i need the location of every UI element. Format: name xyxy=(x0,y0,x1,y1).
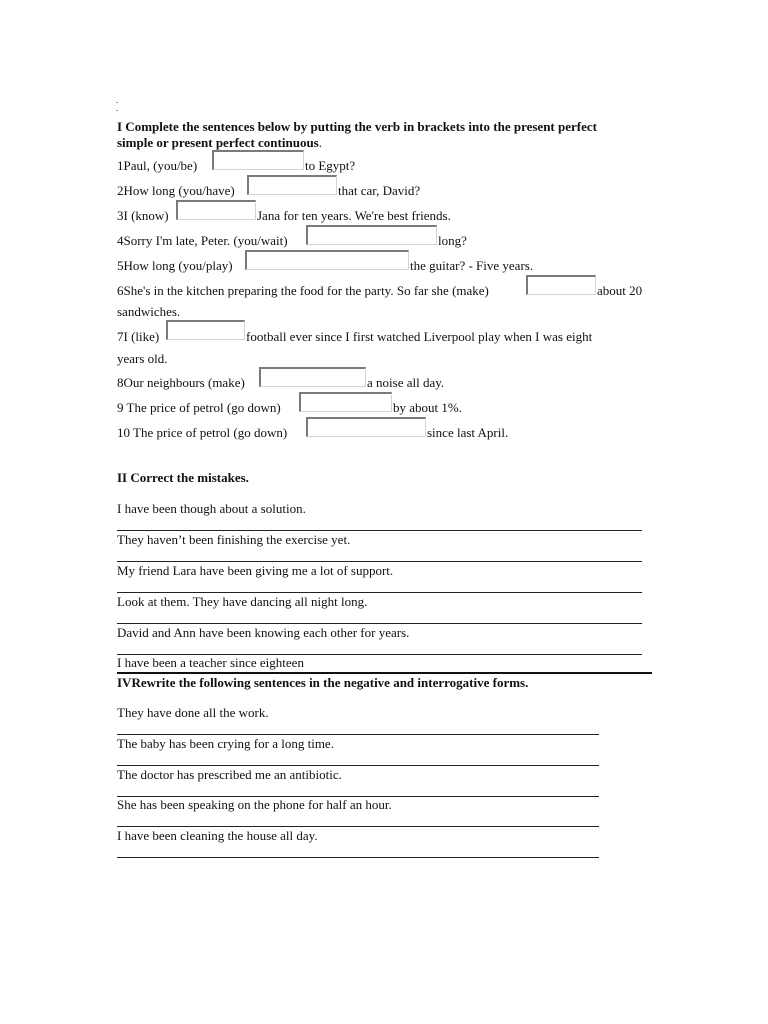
exercise-item-1-rest: to Egypt? xyxy=(305,158,356,173)
section-1-heading-line1: I Complete the sentences below by putting the verb in brackets into the present perfect xyxy=(117,119,597,134)
rewrite-sentence: I have been cleaning the house all day. xyxy=(117,828,318,843)
exercise-item-5-text: 5How long (you/play) xyxy=(117,258,233,273)
answer-field-9[interactable] xyxy=(299,392,392,412)
exercise-item-5-rest: the guitar? - Five years. xyxy=(410,258,534,273)
exercise-item-4-text: 4Sorry I'm late, Peter. (you/wait) xyxy=(117,233,288,248)
answer-line xyxy=(117,592,642,593)
answer-field-1[interactable] xyxy=(212,150,304,170)
exercise-item-2-text: 2How long (you/have) xyxy=(117,183,235,198)
exercise-item-6-continued: sandwiches. xyxy=(117,304,181,319)
exercise-item-9-text: 9 The price of petrol (go down) xyxy=(117,400,281,415)
answer-line xyxy=(117,530,642,531)
rewrite-sentence: The baby has been crying for a long time. xyxy=(117,736,334,751)
exercise-item-9-rest: by about 1%. xyxy=(393,400,462,415)
exercise-item-3-rest: Jana for ten years. We're best friends. xyxy=(257,208,451,223)
exercise-item-1-text: 1Paul, (you/be) xyxy=(117,158,198,173)
answer-field-2[interactable] xyxy=(247,175,337,195)
rewrite-sentence: The doctor has prescribed me an antibiotic. xyxy=(117,767,342,782)
exercise-item-10-text: 10 The price of petrol (go down) xyxy=(117,425,288,440)
answer-line xyxy=(117,857,599,858)
stray-mark: . xyxy=(116,103,119,113)
exercise-item-10-rest: since last April. xyxy=(427,425,509,440)
exercise-item-6-rest: about 20 xyxy=(597,283,643,298)
answer-field-6[interactable] xyxy=(526,275,596,295)
correction-sentence: They haven’t been finishing the exercise yet. xyxy=(117,532,351,547)
answer-line xyxy=(117,765,599,766)
exercise-item-7-continued: years old. xyxy=(117,351,168,366)
section-divider xyxy=(117,672,652,674)
answer-line xyxy=(117,734,599,735)
exercise-item-2-rest: that car, David? xyxy=(338,183,421,198)
answer-field-7[interactable] xyxy=(166,320,245,340)
answer-line xyxy=(117,561,642,562)
answer-field-3[interactable] xyxy=(176,200,256,220)
rewrite-sentence: She has been speaking on the phone for half an hour. xyxy=(117,797,392,812)
section-4-heading: IVRewrite the following sentences in the negative and interrogative forms. xyxy=(117,675,529,690)
correction-sentence: I have been a teacher since eighteen xyxy=(117,655,304,670)
rewrite-sentence: They have done all the work. xyxy=(117,705,269,720)
section-2-heading: II Correct the mistakes. xyxy=(117,470,249,485)
section-1-heading-line2 xyxy=(117,135,322,150)
answer-field-8[interactable] xyxy=(259,367,366,387)
exercise-item-6-text: 6She's in the kitchen preparing the food for the party. So far she (make) xyxy=(117,283,489,298)
exercise-item-8-text: 8Our neighbours (make) xyxy=(117,375,245,390)
section-1-heading-text: simple or present perfect continuous xyxy=(117,135,319,150)
correction-sentence: I have been though about a solution. xyxy=(117,501,306,516)
stray-mark: . xyxy=(116,95,119,105)
exercise-item-3-text: 3I (know) xyxy=(117,208,169,223)
correction-sentence: My friend Lara have been giving me a lot of support. xyxy=(117,563,394,578)
answer-field-10[interactable] xyxy=(306,417,426,437)
answer-line xyxy=(117,826,599,827)
answer-line xyxy=(117,623,642,624)
answer-field-4[interactable] xyxy=(306,225,437,245)
answer-field-5[interactable] xyxy=(245,250,409,270)
exercise-item-7-rest: football ever since I first watched Liverpool play when I was eight xyxy=(246,329,593,344)
exercise-item-7-text: 7I (like) xyxy=(117,329,160,344)
correction-sentence: David and Ann have been knowing each other for years. xyxy=(117,625,410,640)
exercise-item-8-rest: a noise all day. xyxy=(367,375,445,390)
exercise-item-4-rest: long? xyxy=(438,233,467,248)
section-1-heading-period: . xyxy=(318,135,322,150)
correction-sentence: Look at them. They have dancing all night long. xyxy=(117,594,368,609)
